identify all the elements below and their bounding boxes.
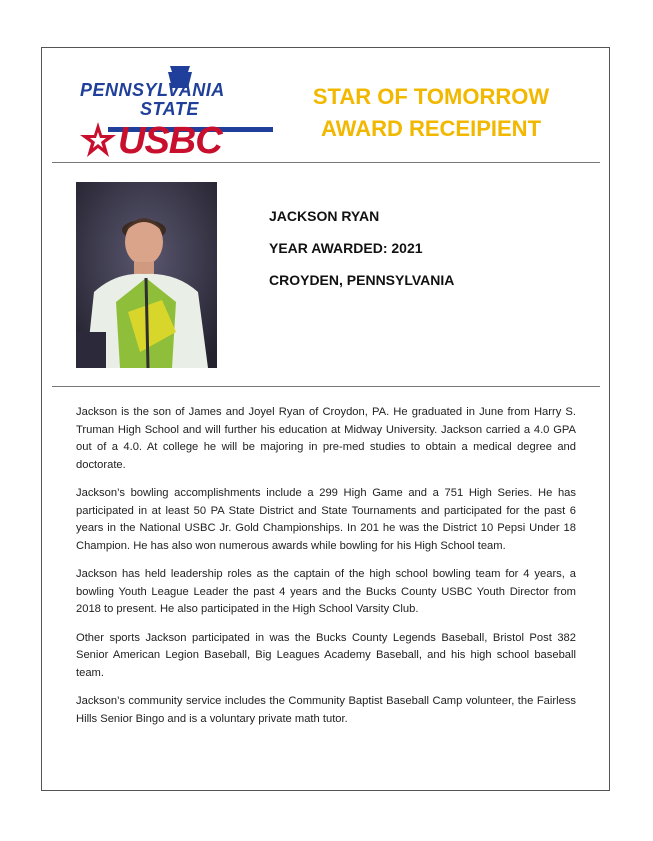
recipient-photo <box>76 182 217 368</box>
year-awarded: YEAR AWARDED: 2021 <box>269 240 423 256</box>
bio-paragraph: Jackson has held leadership roles as the captain of the high school bowling team for 4 years, a bowling Youth League Leader the past 4 years and the Bucks County USBC Youth Director from 2018 to present. He also participated in the High School Varsity Club. <box>76 568 576 615</box>
recipient-location: CROYDEN, PENNSYLVANIA <box>269 272 455 288</box>
bio-paragraph: Jackson’s bowling accomplishments include a 299 High Game and a 751 High Series. He has participated in at least 50 PA State District and State Tournaments and participated for the past 6 years in the National USBC Jr. Gold Championships. In 201 he was the District 10 Pepsi Under 18 Champion. He has also won numerous awards while bowling for his High School team. <box>76 487 576 552</box>
header-divider <box>52 162 600 163</box>
award-title-line1: STAR OF TOMORROW <box>312 84 550 109</box>
recipient-portrait-image <box>76 182 217 368</box>
bio-paragraph: Other sports Jackson participated in was the Bucks County Legends Baseball, Bristol Post 382 Senior American Legion Baseball, Big Leagues Academy Baseball, and his high school baseball team. <box>76 631 576 679</box>
logo-text-state: STATE <box>140 99 199 119</box>
logo-text-pennsylvania: PENNSYLVANIA <box>80 80 225 100</box>
bio-paragraph: Jackson is the son of James and Joyel Ryan of Croydon, PA. He graduated in June from Harry S. Truman High School and will further his education at Midway University. Jackson carried a 4.0 GPA out of a 4.0. At college he will be majoring in pre-med studies to obtain a medical degree and doctorate. <box>76 406 576 471</box>
recipient-name: JACKSON RYAN <box>269 208 380 224</box>
recipient-info <box>269 208 454 304</box>
section-divider <box>52 386 600 387</box>
award-title <box>303 81 559 145</box>
pa-state-usbc-logo <box>78 72 278 164</box>
biography <box>76 404 576 739</box>
bio-paragraph: Jackson’s community service includes the Community Baptist Baseball Camp volunteer, the Fairless Hills Senior Bingo and is a voluntary private math tutor. <box>76 695 576 725</box>
award-title-line2: AWARD RECEIPIENT <box>320 116 542 141</box>
logo-text-usbc: USBC <box>118 120 222 162</box>
